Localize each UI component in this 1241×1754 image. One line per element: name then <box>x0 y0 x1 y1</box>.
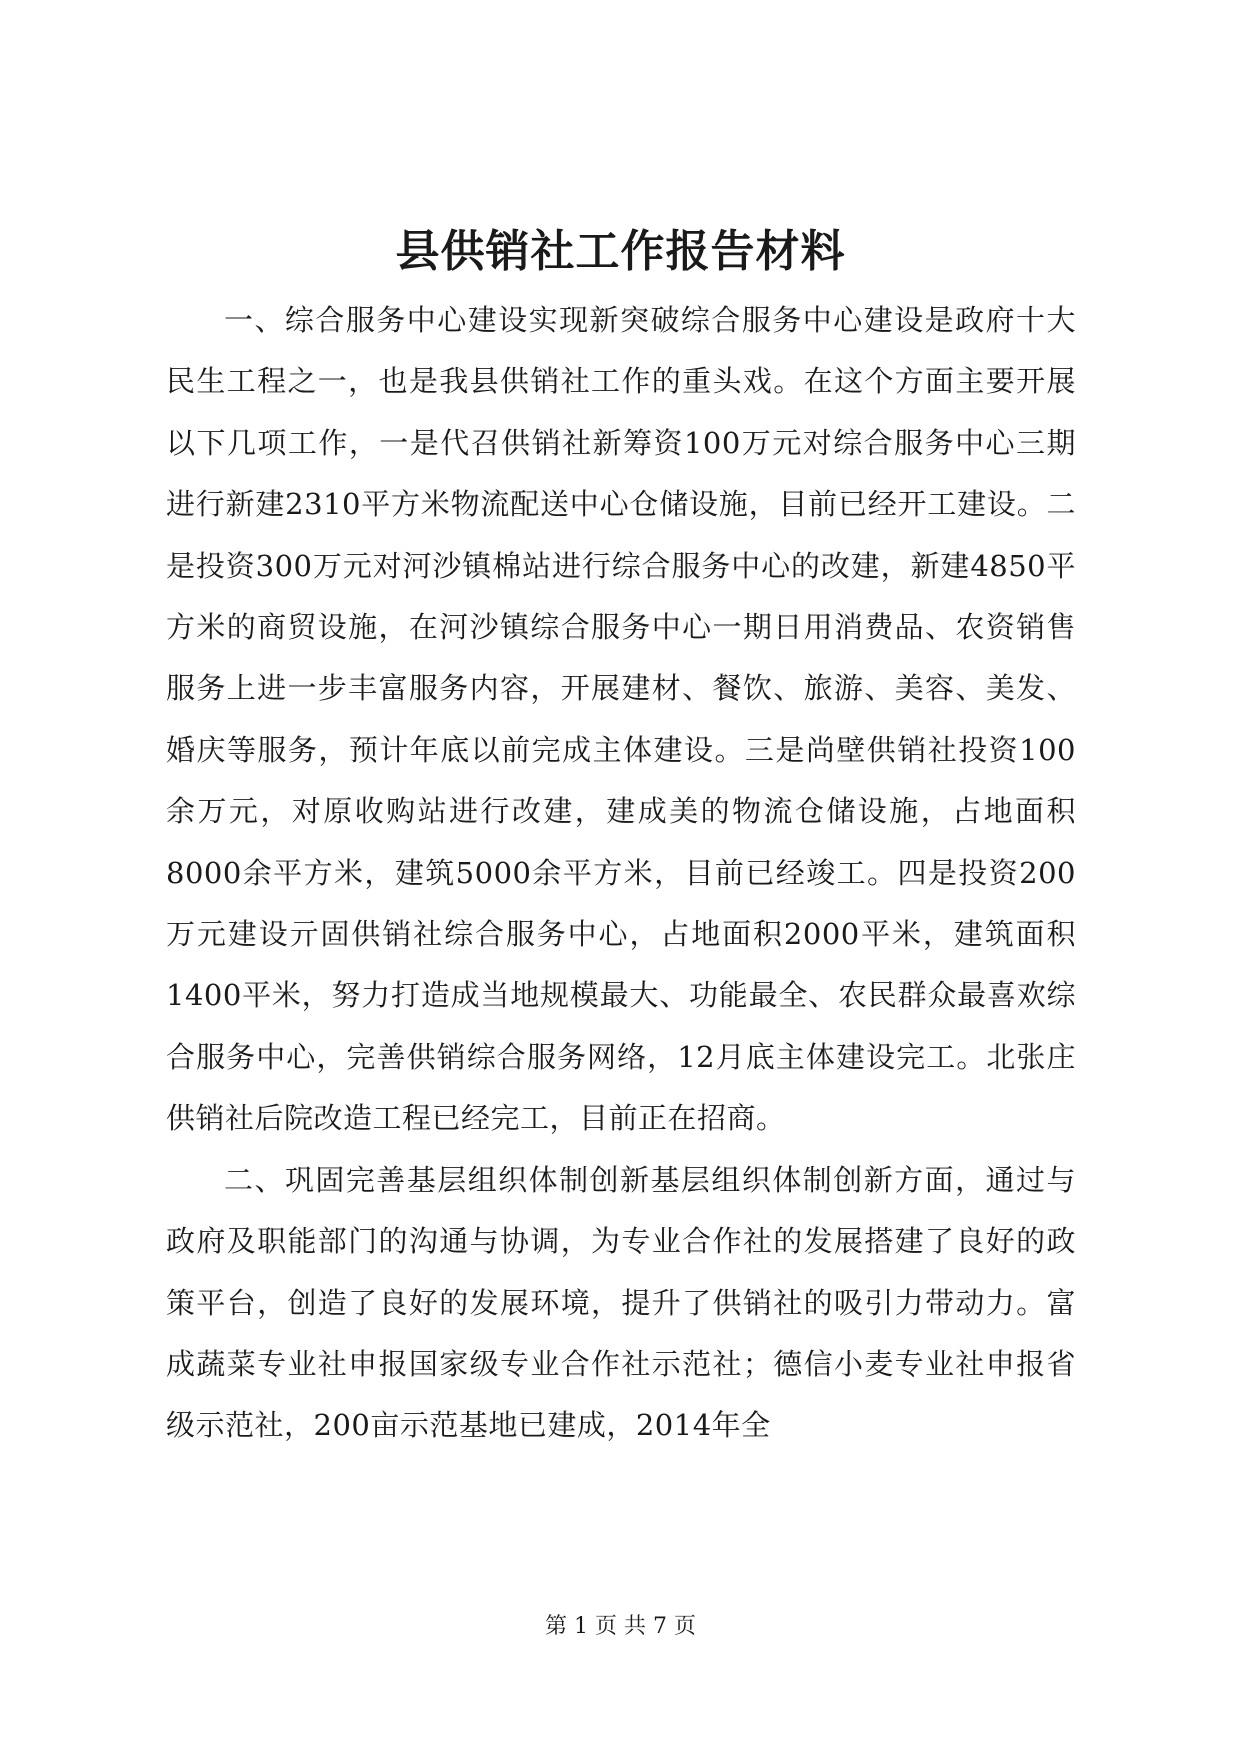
page-footer: 第 1 页 共 7 页 <box>545 1614 696 1639</box>
paragraph-2: 二、巩固完善基层组织体制创新基层组织体制创新方面，通过与政府及职能部门的沟通与协调，为专业合作社的发展搭建了良好的政策平台，创造了良好的发展环境，提升了供销社的吸引力带动力。富成蔬菜专业社申报国家级专业合作社示范社；德信小麦专业社申报省级示范社，200亩示范基地已建成，2014年全 <box>166 1162 1076 1443</box>
document-body <box>166 290 1076 1457</box>
document-title: 县供销社工作报告材料 <box>395 226 846 277</box>
paragraph-1: 一、综合服务中心建设实现新突破综合服务中心建设是政府十大民生工程之一，也是我县供销社工作的重头戏。在这个方面主要开展以下几项工作，一是代召供销社新筹资100万元对综合服务中心三期进行新建2310平方米物流配送中心仓储设施，目前已经开工建设。二是投资300万元对河沙镇棉站进行综合服务中心的改建，新建4850平方米的商贸设施，在河沙镇综合服务中心一期日用消费品、农资销售服务上进一步丰富服务内容，开展建材、餐饮、旅游、美容、美发、婚庆等服务，预计年底以前完成主体建设。三是尚壁供销社投资100余万元，对原收购站进行改建，建成美的物流仓储设施，占地面积8000余平方米，建筑5000余平方米，目前已经竣工。四是投资200万元建设亓固供销社综合服务中心，占地面积2000平米，建筑面积1400平米，努力打造成当地规模最大、功能最全、农民群众最喜欢综合服务中心，完善供销综合服务网络，12月底主体建设完工。北张庄供销社后院改造工程已经完工，目前正在招商。 <box>166 303 1076 1136</box>
